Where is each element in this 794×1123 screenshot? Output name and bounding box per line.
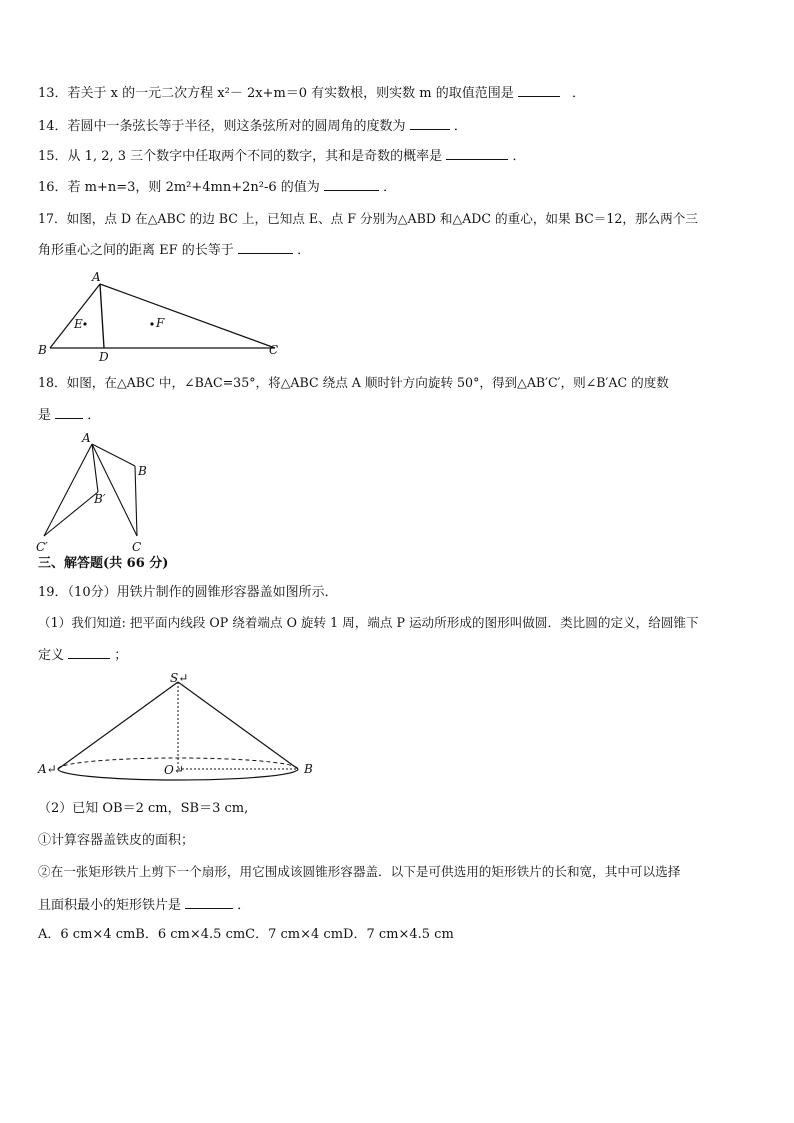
question-19-item2-line2 — [38, 895, 250, 915]
question-19-text: 定义 — [38, 648, 65, 663]
point-f — [150, 322, 153, 325]
question-18-text: 是 — [38, 408, 52, 423]
question-19-intro: 19．（10分）用铁片制作的圆锥形容器盖如图所示． — [38, 585, 338, 600]
label-a: A — [92, 270, 101, 284]
label-a: A↵ — [38, 762, 57, 776]
question-14-text: 14．若圆中一条弦长等于半径，则这条弦所对的圆周角的度数为 — [38, 119, 406, 134]
side-b-prime-c-prime — [44, 492, 98, 536]
answer-blank[interactable] — [410, 116, 450, 130]
label-b: B — [138, 464, 147, 478]
semicolon: ； — [114, 648, 128, 663]
label-f: F — [156, 316, 165, 330]
slant-sb — [178, 682, 298, 769]
question-19-part1-line1: （1）我们知道: 把平面内线段 OP 绕着端点 O 旋转 1 周，端点 P 运动所形成的图形叫做圆．类比圆的定义，给圆锥下 — [38, 615, 699, 630]
side-ab — [92, 444, 135, 466]
side-ab — [50, 284, 100, 348]
side-ac — [100, 284, 275, 348]
period: ． — [572, 86, 586, 101]
question-19-options: A．6 cm×4 cmB．6 cm×4.5 cmC．7 cm×4 cmD．7 cm×4.5 cm — [38, 927, 454, 942]
question-18-line1: 18．如图，在△ABC 中，∠BAC=35°，将△ABC 绕点 A 顺时针方向旋转 50°，得到△AB′C′，则∠B′AC 的度数 — [38, 375, 669, 390]
cone-figure — [30, 670, 330, 786]
rotation-figure — [32, 430, 162, 556]
answer-blank[interactable] — [238, 240, 293, 254]
question-13-text: 13．若关于 x 的一元二次方程 x²－ 2x+m＝0 有实数根，则实数 m 的取值范围是 — [38, 86, 514, 101]
period: ． — [383, 180, 397, 195]
answer-blank[interactable] — [55, 405, 83, 419]
question-17-text: 角形重心之间的距离 EF 的长等于 — [38, 243, 234, 258]
question-17-line1: 17．如图，点 D 在△ABC 的边 BC 上，已知点 E、点 F 分别为△ABD 和△ADC 的重心，如果 BC＝12，那么两个三 — [38, 211, 698, 226]
label-s: S↵ — [170, 671, 189, 685]
answer-blank[interactable] — [446, 146, 508, 160]
label-b: B — [38, 343, 47, 357]
label-c: C — [132, 540, 142, 554]
label-b-prime: B′ — [94, 492, 106, 506]
question-15 — [38, 146, 525, 166]
period: ． — [297, 243, 311, 258]
answer-blank[interactable] — [68, 645, 110, 659]
label-b: B — [304, 762, 313, 776]
label-a: A — [82, 431, 91, 445]
label-d: D — [99, 350, 109, 364]
triangle-abc-figure — [30, 268, 290, 364]
period: ． — [87, 408, 101, 423]
side-ac-prime — [44, 444, 92, 536]
label-o: O↵ — [164, 763, 184, 777]
period: ． — [512, 149, 526, 164]
section-heading: 三、解答题(共 66 分) — [38, 556, 169, 571]
point-e — [83, 322, 86, 325]
question-19-item2-line1: ②在一张矩形铁片上剪下一个扇形，用它围成该圆锥形容器盖．以下是可供选用的矩形铁片的长和宽，其中可以选择 — [38, 864, 681, 879]
answer-blank[interactable] — [518, 83, 560, 97]
side-bc — [135, 466, 137, 536]
period: ． — [453, 119, 467, 134]
slant-sa — [58, 682, 178, 769]
answer-blank[interactable] — [324, 177, 379, 191]
question-13 — [38, 83, 585, 103]
question-14 — [38, 116, 467, 136]
question-16 — [38, 177, 396, 197]
question-19-part2: （2）已知 OB＝2 cm，SB＝3 cm, — [38, 801, 249, 816]
label-e: E — [74, 317, 83, 331]
question-19-item1: ①计算容器盖铁皮的面积； — [38, 833, 195, 848]
label-c: C — [269, 343, 279, 357]
answer-blank[interactable] — [185, 895, 233, 909]
period: ． — [237, 898, 251, 913]
segment-ad — [100, 284, 104, 348]
question-17-line2 — [38, 240, 310, 260]
label-c-prime: C′ — [36, 540, 48, 554]
question-16-text: 16．若 m+n=3，则 2m²+4mn+2n²-6 的值为 — [38, 180, 320, 195]
question-18-line2 — [38, 405, 100, 425]
question-15-text: 15．从 1, 2, 3 三个数字中任取两个不同的数字，其和是奇数的概率是 — [38, 149, 443, 164]
question-19-part1-line2 — [38, 645, 127, 665]
side-ac — [92, 444, 137, 536]
question-19-text: 且面积最小的矩形铁片是 — [38, 898, 182, 913]
